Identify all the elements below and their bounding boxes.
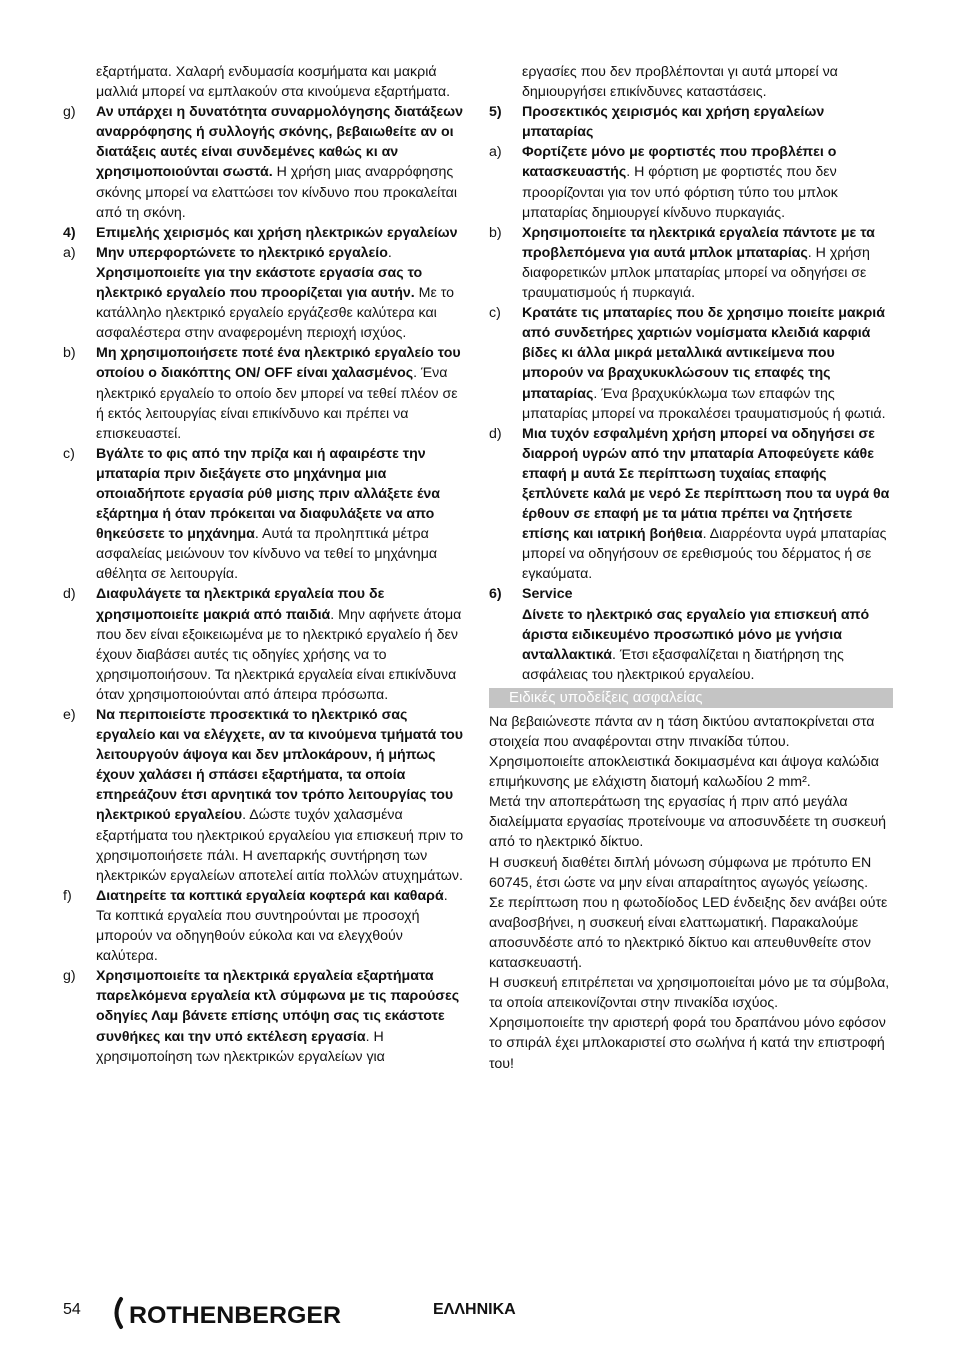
item-text: . Δώστε τυχόν χαλασμένα εξαρτήματα του ηλεκτρικού εργαλείου για επισκευή πριν το χρησιμοποιήσετε πάλι. Η ανεπαρκής συντήρηση των ηλεκτρικών εργαλείων αποτελεί αιτία πολλών ατυχημάτων. xyxy=(96,807,464,884)
item-bold-text: Χρησιμοποιείτε τα ηλεκτρικά εργαλεία εξαρτήματα παρελκόμενα εργαλεία κτλ σύμφωνα με τις παρούσες οδηγίες Λαμ βάνετε επίσης υπόψη σας τις εκάστοτε συνθήκες και την υπό εκτέλεση εργασία xyxy=(96,968,460,1045)
section-title: Service xyxy=(522,586,573,603)
item-a-chargers xyxy=(489,142,893,222)
item-text: . Ένα βραχυκύκλωμα των επαφών της μπαταρίας μπορεί να προκαλέσει τραυματισμούς ή φωτιά. xyxy=(522,385,886,422)
item-bold-text: Αν υπάρχει η δυνατότητα συναρμολόγησης διατάξεων αναρρόφησης ή συλλογής σκόνης, βεβαιωθείτε αν οι διατάξεις αυτές είναι συνδεμένες καθώς κι αν χρησιμοποιούνται σωστά. xyxy=(96,104,464,181)
special-safety-header: Ειδικές υποδείξεις ασφαλείας xyxy=(489,688,893,708)
item-label: c) xyxy=(489,305,501,322)
item-c-unplug xyxy=(63,444,465,585)
item-text: . Η χρήση διαφορετικών μπλοκ μπαταρίας μπορεί να οδηγήσει σε τραυματισμούς ή πυρκαγιά. xyxy=(522,244,870,302)
item-label: d) xyxy=(63,586,76,603)
safety-paragraph: Σε περίπτωση που η φωτοδίοδος LED ένδειξης δεν ανάβει ούτε αναβοσβήνει, η συσκευή είναι ελαττωματική. Παρακαλούμε αποσυνδέστε από το ηλεκτρικό δίκτυο και απευθυνθείτε στον κατασκευαστή. xyxy=(489,894,888,972)
section-title: Προσεκτικός χειρισμός και χρήση εργαλείων μπαταρίας xyxy=(522,104,825,141)
language-label: ΕΛΛΗΝΙΚΑ xyxy=(433,1301,516,1318)
item-b-switch xyxy=(63,343,465,443)
item-label: b) xyxy=(489,224,502,241)
page-number: 54 xyxy=(63,1301,81,1318)
safety-paragraph: Η συσκευή επιτρέπεται να χρησιμοποιείται μόνο με τα σύμβολα, τα οποία απεικονίζονται στην πινακίδα ισχύος. xyxy=(489,975,890,1012)
continued-paragraph: εργασίες που δεν προβλέπονται γι αυτά μπορεί να δημιουργήσει επικίνδυνες καταστάσεις. xyxy=(522,64,838,101)
item-label: e) xyxy=(63,707,76,723)
item-label: g) xyxy=(63,104,76,121)
item-bold-text: Φορτίζετε μόνο με φορτιστές που προβλέπει ο κατασκευαστής xyxy=(522,144,837,181)
logo-text: ROTHENBERGER xyxy=(129,1302,341,1329)
item-bold-text: Διατηρείτε τα κοπτικά εργαλεία κοφτερά και καθαρά xyxy=(96,887,444,904)
item-text: . Διαρρέοντα υγρά μπαταρίας μπορεί να οδηγήσουν σε ερεθισμούς του δέρματος ή σε εγκαύματα. xyxy=(522,526,887,583)
safety-paragraph: Χρησιμοποιείτε την αριστερή φορά του δραπάνου μόνο εφόσον το σπιράλ έχει μπλοκαριστεί στο σωλήνα ή κατά την επιστροφή του! xyxy=(489,1015,886,1072)
item-bold-text: Να περιποιείστε προσεκτικά το ηλεκτρικό σας εργαλείο και να ελέγχετε, αν τα κινούμενα τμήματά του λειτουργούν άψογα και δεν μπλοκάρουν, ή μήπως έχουν χαλάσει ή σπάσει εξαρτήματα, τα οποία επηρεάζουν έτσι αρνητικά τον τρόπο λειτουργίας του ηλεκτρικού εργαλείου xyxy=(96,707,463,824)
item-bold-text: Μη χρησιμοποιήσετε ποτέ ένα ηλεκτρικό εργαλείο του οποίου ο διακόπτης ON/ OFF είναι χαλασμένος xyxy=(96,345,461,382)
safety-paragraph: Η συσκευή διαθέτει διπλή μόνωση σύμφωνα με πρότυπο EN 60745, έτσι ώστε να μην είναι απαραίτητος αγωγός γείωσης. xyxy=(489,854,872,891)
item-b-battery-packs xyxy=(489,223,893,303)
item-label: f) xyxy=(63,887,72,904)
item-text: . Έτσι εξασφαλίζεται η διατήρηση της ασφάλειας του ηλεκτρικού εργαλείου. xyxy=(522,646,844,683)
page-footer xyxy=(63,1296,893,1332)
right-column xyxy=(489,62,893,1074)
section-6-heading xyxy=(489,584,893,684)
item-bold-text: Χρησιμοποιείτε τα ηλεκτρικά εργαλεία πάντοτε με τα προβλεπόμενα για αυτά μπλοκ μπαταρίας xyxy=(522,224,875,261)
item-text: . Αυτά τα προληπτικά μέτρα ασφαλείας μειώνουν τον κίνδυνο να τεθεί το μηχάνημα αθέλητα σε λειτουργία. xyxy=(96,526,438,583)
item-text: . Τα κοπτικά εργαλεία που συντηρούνται με προσοχή μπορούν να οδηγηθούν εύκολα και να ελεγχθούν καλύτερα. xyxy=(96,887,448,965)
item-bold-text: Δίνετε το ηλεκτρικό σας εργαλείο για επισκευή από άριστα ειδικευμένο προσωπικό μόνο με γνήσια ανταλλακτικά xyxy=(522,606,870,663)
item-label: a) xyxy=(489,144,502,161)
item-label: d) xyxy=(489,425,502,442)
item-text: . Η χρησιμοποίηση των ηλεκτρικών εργαλείων για xyxy=(96,1028,385,1065)
item-text: . Η φόρτιση με φορτιστές που δεν προορίζονται για τον υπό φόρτιση τύπο του μπλοκ μπαταρίας δημιουργεί κίνδυνο πυρκαγιάς. xyxy=(522,164,838,221)
safety-paragraph: Χρησιμοποιείτε αποκλειστικά δοκιμασμένα και άψογα καλώδια επιμήκυνσης με ελάχιστη διατομή καλωδίου 2 mm². xyxy=(489,754,879,791)
item-label: a) xyxy=(63,244,76,261)
item-d-leakage xyxy=(489,424,893,585)
item-bold-text: Μην υπερφορτώνετε το ηλεκτρικό εργαλείο xyxy=(96,244,388,261)
safety-paragraph: Να βεβαιώνεστε πάντα αν η τάση δικτύου ανταποκρίνεται στα στοιχεία που αναφέρονται στην πινακίδα τύπου. xyxy=(489,713,875,750)
section-number: 5) xyxy=(489,104,502,121)
item-d-children xyxy=(63,584,465,705)
item-bold-text: Διαφυλάγετε τα ηλεκτρικά εργαλεία που δε χρησιμοποιείτε μακριά από παιδιά xyxy=(96,586,385,623)
item-g-accessories xyxy=(63,966,465,1066)
item-text: Με το κατάλληλο ηλεκτρικό εργαλείο εργάζεσθε καλύτερα και ασφαλέστερα στην αναφερομένη περιοχή ισχύος. xyxy=(96,285,455,342)
item-label: g) xyxy=(63,968,76,985)
item-separator: . xyxy=(387,244,392,261)
rothenberger-logo xyxy=(109,1296,345,1330)
safety-paragraph: Μετά την αποπεράτωση της εργασίας ή πριν από μεγάλα διαλείμματα εργασίας προτείνουμε να αποσυνδέετε τη συσκευή από το ηλεκτρικό δίκτυο. xyxy=(489,794,887,851)
section-4-heading xyxy=(63,223,465,243)
item-f-cutting-tools xyxy=(63,886,465,966)
item-e-maintenance xyxy=(63,705,465,886)
section-number: 6) xyxy=(489,586,502,603)
left-column xyxy=(63,62,465,1067)
item-a-overload xyxy=(63,243,465,343)
item-bold-text: Μια τυχόν εσφαλμένη χρήση μπορεί να οδηγήσει σε διαρροή υγρών από την μπαταρία Αποφεύγετε κάθε επαφή μ αυτά Σε περίπτωση τυχαίας επαφής ξεπλύνετε καλά με νερό Σε περίπτωση που τα υγρά θα έρθουν σε επαφή με τα μάτια πρέπει να ζητήσετε επίσης και ιατρική βοήθεια xyxy=(522,425,890,543)
item-text: . Μην αφήνετε άτομα που δεν είναι εξοικειωμένα με το ηλεκτρικό εργαλείο ή δεν έχουν διαβάσει αυτές τις οδηγίες χρήσης να το χρησιμοποιήσουν. Τα ηλεκτρικά εργαλεία είναι επικίνδυνα όταν χρησιμοποιούνται από άπειρα πρόσωπα. xyxy=(96,606,462,703)
item-bold-text: Βγάλτε το φις από την πρίζα και ή αφαιρέστε την μπαταρία πριν διεξάγετε στο μηχάνημα μια οποιαδήποτε εργασία ρύθ μισης πριν αλλάξετε ένα εξάρτημα ή όταν πρόκειται να διαφυλάξετε να απο θηκεύσετε το μηχάνημα xyxy=(96,445,441,543)
section-5-heading xyxy=(489,102,893,142)
item-text: Η χρήση μιας αναρρόφησης σκόνης μπορεί να ελαττώσει τον κίνδυνο που προκαλείται από τη σκόνη. xyxy=(96,164,458,221)
section-title: Επιμελής χειρισμός και χρήση ηλεκτρικών εργαλείων xyxy=(96,224,458,241)
item-text: . Ένα ηλεκτρικό εργαλείο το οποίο δεν μπορεί να τεθεί πλέον σε ή εκτός λειτουργίας είναι επικίνδυνο και πρέπει να επισκευαστεί. xyxy=(96,365,458,442)
item-g-dust-extraction xyxy=(63,102,465,223)
item-label: c) xyxy=(63,445,75,462)
section-number: 4) xyxy=(63,224,76,241)
continued-paragraph: εξαρτήματα. Χαλαρή ενδυμασία κοσμήματα και μακριά μαλλιά μπορεί να εμπλακούν στα κινούμενα εξαρτήματα. xyxy=(96,64,451,101)
item-bold-text-2: Χρησιμοποιείτε για την εκάστοτε εργασία σας το ηλεκτρικό εργαλείο που προορίζεται για αυτήν. xyxy=(96,264,423,302)
item-label: b) xyxy=(63,345,76,362)
item-bold-text: Κρατάτε τις μπαταρίες που δε χρησιμο ποιείτε μακριά από συνδετήρες χαρτιών νομίσματα κλειδιά καρφιά βίδες κι άλλα μικρά μεταλλικά αντικείμενα που μπορούν να βραχυκυκλώσουν τις επαφές της μπαταρίας xyxy=(522,305,885,402)
item-c-short-circuit xyxy=(489,303,893,424)
